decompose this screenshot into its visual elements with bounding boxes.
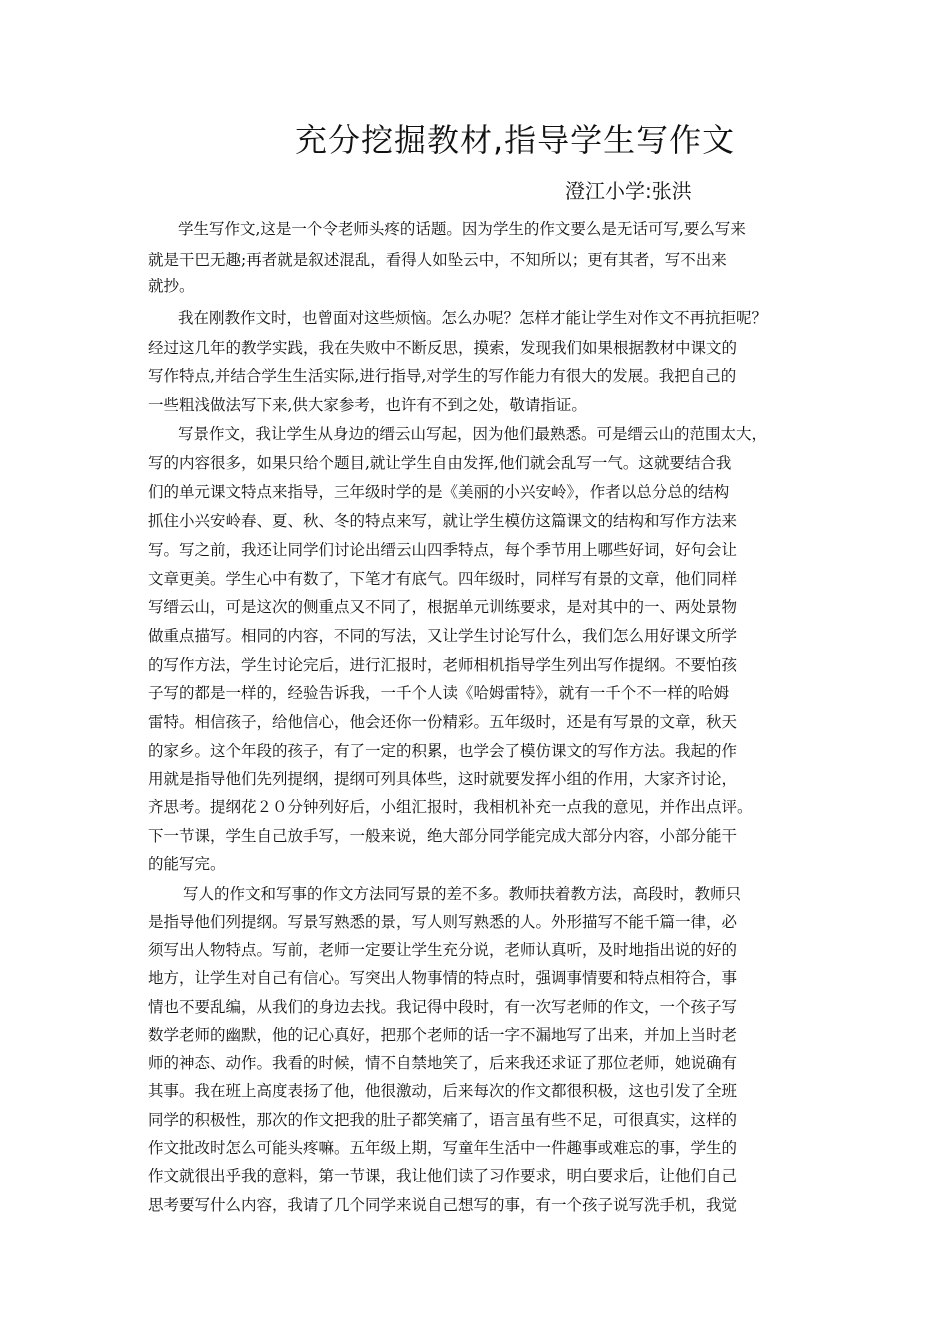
text-line: 写。写之前，我还让同学们讨论出缙云山四季特点，每个季节用上哪些好词，好句会让	[148, 541, 738, 559]
text-line: 就是干巴无趣;再者就是叙述混乱，看得人如坠云中，不知所以；更有其者，写不出来	[148, 251, 727, 269]
text-line: 的家乡。这个年段的孩子，有了一定的积累，也学会了模仿课文的写作方法。我起的作	[148, 742, 738, 760]
text-line: 写人的作文和写事的作文方法同写景的差不多。教师扶着教方法，高段时，教师只	[183, 885, 742, 903]
text-line: 写景作文，我让学生从身边的缙云山写起，因为他们最熟悉。可是缙云山的范围太大，	[178, 425, 768, 443]
text-line: 抓住小兴安岭春、夏、秋、冬的特点来写，就让学生模仿这篇课文的结构和写作方法来	[148, 512, 738, 530]
text-line: 地方，让学生对自己有信心。写突出人物事情的特点时，强调事情要和特点相符合，事	[148, 969, 738, 987]
text-line: 师的神态、动作。我看的时候，情不自禁地笑了，后来我还求证了那位老师，她说确有	[148, 1054, 738, 1072]
text-line: 雷特。相信孩子，给他信心，他会还你一份精彩。五年级时，还是有写景的文章，秋天	[148, 713, 738, 731]
text-line: 的写作方法，学生讨论完后，进行汇报时，老师相机指导学生列出写作提纲。不要怕孩	[148, 656, 738, 674]
text-line: 就抄。	[148, 277, 195, 295]
text-line: 作文就很出乎我的意料，第一节课，我让他们读了习作要求，明白要求后，让他们自己	[148, 1167, 738, 1185]
text-line: 做重点描写。相同的内容，不同的写法，又让学生讨论写什么，我们怎么用好课文所学	[148, 627, 738, 645]
text-line: 作文批改时怎么可能头疼嘛。五年级上期，写童年生活中一件趣事或难忘的事，学生的	[148, 1139, 738, 1157]
document-title: 充分挖掘教材,指导学生写作文	[295, 121, 736, 159]
text-line: 一些粗浅做法写下来,供大家参考，也许有不到之处，敬请指证。	[148, 396, 587, 414]
text-line: 思考要写什么内容，我请了几个同学来说自己想写的事，有一个孩子说写洗手机，我觉	[148, 1196, 738, 1214]
text-line: 们的单元课文特点来指导，三年级时学的是《美丽的小兴安岭》，作者以总分总的结构	[148, 483, 730, 501]
text-line: 情也不要乱编，从我们的身边去找。我记得中段时，有一次写老师的作文，一个孩子写	[148, 998, 738, 1016]
text-line: 写作特点,并结合学生生活实际,进行指导,对学生的写作能力有很大的发展。我把自己的	[148, 367, 737, 385]
text-line: 学生写作文,这是一个令老师头疼的话题。因为学生的作文要么是无话可写,要么写来	[178, 220, 746, 238]
text-line: 是指导他们列提纲。写景写熟悉的景，写人则写熟悉的人。外形描写不能千篇一律，必	[148, 913, 738, 931]
text-line: 须写出人物特点。写前，老师一定要让学生充分说，老师认真听，及时地指出说的好的	[148, 941, 738, 959]
text-line: 写缙云山，可是这次的侧重点又不同了，根据单元训练要求，是对其中的一、两处景物	[148, 598, 738, 616]
text-line: 数学老师的幽默，他的记心真好，把那个老师的话一字不漏地写了出来，并加上当时老	[148, 1026, 738, 1044]
text-line: 用就是指导他们先列提纲，提纲可列具体些，这时就要发挥小组的作用，大家齐讨论，	[148, 770, 738, 788]
text-line: 下一节课，学生自己放手写，一般来说，绝大部分同学能完成大部分内容，小部分能干	[148, 827, 738, 845]
text-line: 其事。我在班上高度表扬了他，他很激动，后来每次的作文都很积极，这也引发了全班	[148, 1082, 738, 1100]
text-line: 同学的积极性，那次的作文把我的肚子都笑痛了，语言虽有些不足，可很真实，这样的	[148, 1111, 738, 1129]
text-line: 的能写完。	[148, 855, 226, 873]
text-line: 子写的都是一样的，经验告诉我，一千个人读《哈姆雷特》，就有一千个不一样的哈姆	[148, 684, 730, 702]
text-line: 我在刚教作文时，也曾面对这些烦恼。怎么办呢？怎样才能让学生对作文不再抗拒呢？	[178, 309, 768, 327]
text-line: 写的内容很多，如果只给个题目,就让学生自由发挥,他们就会乱写一气。这就要结合我	[148, 454, 732, 472]
text-line: 经过这几年的教学实践，我在失败中不断反思，摸索，发现我们如果根据教材中课文的	[148, 339, 738, 357]
text-line: 齐思考。提纲花２０分钟列好后，小组汇报时，我相机补充一点我的意见，并作出点评。	[148, 798, 753, 816]
author-line: 澄江小学:张洪	[565, 179, 692, 203]
text-line: 文章更美。学生心中有数了，下笔才有底气。四年级时，同样写有景的文章，他们同样	[148, 570, 738, 588]
